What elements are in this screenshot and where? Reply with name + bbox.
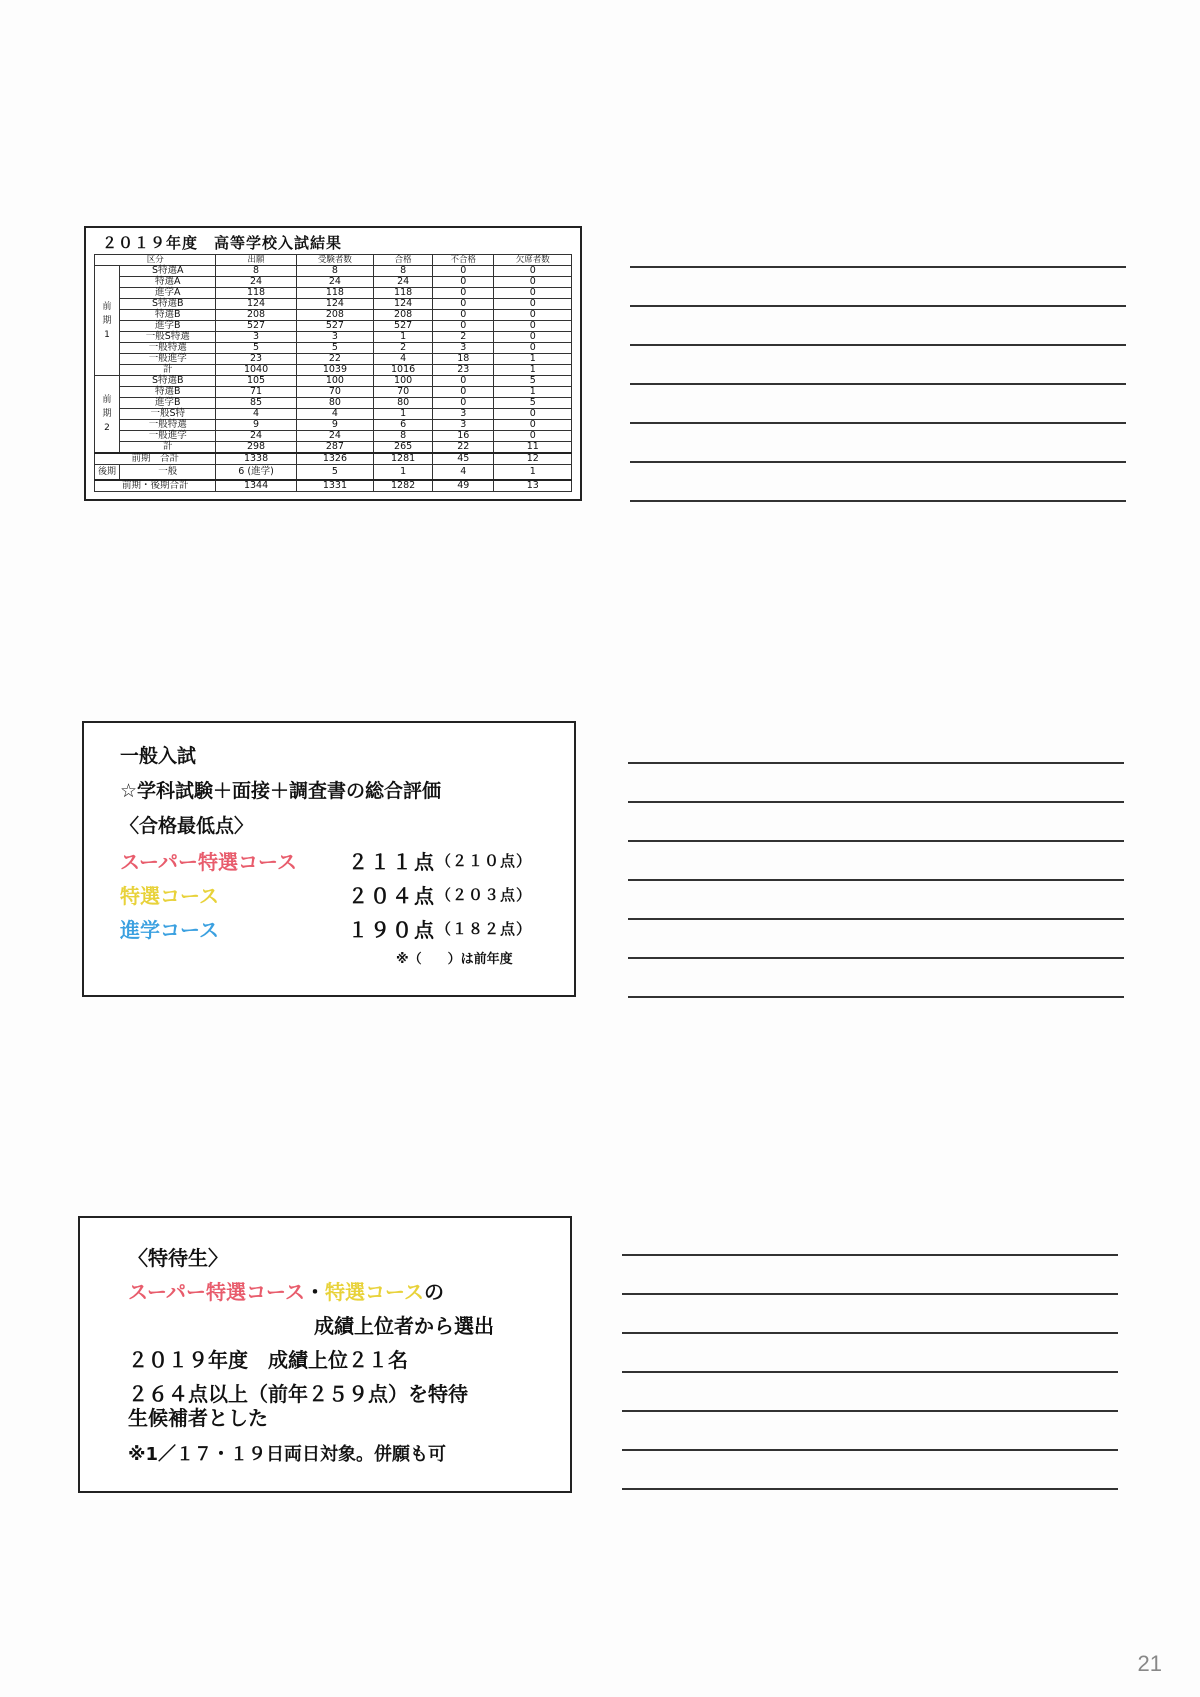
table-row xyxy=(95,354,572,365)
table-cell: 208 xyxy=(216,310,296,321)
table-cell: 0 xyxy=(433,398,494,409)
note-line xyxy=(628,879,1124,881)
table-row xyxy=(95,277,572,288)
table-cell: 6 xyxy=(374,420,433,431)
table-cell: 1016 xyxy=(374,365,433,376)
note-line xyxy=(628,801,1124,803)
note-line xyxy=(630,344,1126,346)
table-cell: 1 xyxy=(374,409,433,420)
table-cell: 527 xyxy=(374,321,433,332)
table-cell: 100 xyxy=(374,376,433,387)
table-cell: 0 xyxy=(494,332,572,343)
header-cell: 受験者数 xyxy=(296,255,373,266)
table-cell: 22 xyxy=(433,442,494,454)
period-label-char: 期 xyxy=(102,315,112,326)
period2-body xyxy=(95,376,572,454)
results-title: ２０１９年度 高等学校入試結果 xyxy=(102,234,343,252)
note-line xyxy=(630,500,1126,502)
table-cell: 4 xyxy=(296,409,373,420)
table-cell: 前期・後期合計 xyxy=(95,480,216,492)
table-cell: S特選B xyxy=(120,299,216,310)
table-cell: 1338 xyxy=(216,453,296,465)
table-cell: 124 xyxy=(374,299,433,310)
table-cell: 13 xyxy=(494,480,572,492)
table-cell: 3 xyxy=(433,420,494,431)
table-cell: 計 xyxy=(120,442,216,454)
period-label-char: 前 xyxy=(102,395,112,405)
min-score-label: 〈合格最低点〉 xyxy=(120,815,254,837)
table-cell: 208 xyxy=(374,310,433,321)
table-row xyxy=(95,332,572,343)
table-cell: 8 xyxy=(296,266,373,277)
page-number: 21 xyxy=(1137,1651,1162,1676)
table-cell: 12 xyxy=(494,453,572,465)
course-name: 進学コース xyxy=(120,917,219,942)
table-row xyxy=(95,365,572,376)
table-cell: 3 xyxy=(433,409,494,420)
table-cell: 70 xyxy=(374,387,433,398)
table-cell: 1326 xyxy=(296,453,373,465)
table-row xyxy=(95,420,572,431)
table-cell: 105 xyxy=(216,376,296,387)
table-cell: 1344 xyxy=(216,480,296,492)
table-cell: 特選A xyxy=(120,277,216,288)
table-cell: 8 xyxy=(374,266,433,277)
score-row xyxy=(120,880,574,908)
particle: の xyxy=(424,1280,444,1304)
course-name: スーパー特選コース xyxy=(120,849,297,874)
table-cell: 265 xyxy=(374,442,433,454)
totals-body xyxy=(95,453,572,492)
table-row xyxy=(95,321,572,332)
table-cell: 118 xyxy=(296,288,373,299)
table-cell: 6 (進学) xyxy=(216,465,296,481)
table-cell: 一般S特選 xyxy=(120,332,216,343)
table-cell: 一般進学 xyxy=(120,431,216,442)
table-cell: 特選B xyxy=(120,310,216,321)
course-score: ２１１点 xyxy=(348,849,436,874)
table-cell: 49 xyxy=(433,480,494,492)
score-threshold: ２６４点以上（前年２５９点）を特待 xyxy=(128,1382,468,1406)
table-cell: 5 xyxy=(296,465,373,481)
table-cell: 進学B xyxy=(120,321,216,332)
score-row xyxy=(120,846,574,874)
table-cell: 45 xyxy=(433,453,494,465)
note-line xyxy=(622,1449,1118,1451)
scholarship-heading: 〈特待生〉 xyxy=(128,1246,228,1270)
table-cell: 1 xyxy=(494,387,572,398)
kouki-label: 後期 xyxy=(95,465,120,481)
course-name: 特選コース xyxy=(120,883,219,908)
header-cell: 欠席者数 xyxy=(494,255,572,266)
table-cell: 71 xyxy=(216,387,296,398)
course-score: １９０点 xyxy=(348,917,436,942)
table-row xyxy=(95,376,572,387)
table-cell: 1 xyxy=(374,332,433,343)
table-row xyxy=(95,343,572,354)
zenki-total-row xyxy=(95,453,572,465)
table-cell: 一般S特 xyxy=(120,409,216,420)
notes-lines-1 xyxy=(630,266,1126,539)
note-line xyxy=(630,266,1126,268)
table-cell: 24 xyxy=(216,431,296,442)
note-line xyxy=(628,996,1124,998)
table-cell: 23 xyxy=(433,365,494,376)
table-cell: 11 xyxy=(494,442,572,454)
grand-total-row xyxy=(95,480,572,492)
note-line xyxy=(628,918,1124,920)
note-line xyxy=(622,1371,1118,1373)
table-row xyxy=(95,442,572,454)
table-cell: 1 xyxy=(494,354,572,365)
slide-scholarship xyxy=(78,1216,572,1493)
note-line xyxy=(622,1254,1118,1256)
table-cell: 1331 xyxy=(296,480,373,492)
table-cell: S特選B xyxy=(120,376,216,387)
period-label xyxy=(95,266,120,376)
separator-dot: ・ xyxy=(305,1280,325,1304)
table-cell: 0 xyxy=(494,310,572,321)
table-cell: 23 xyxy=(216,354,296,365)
note-line xyxy=(630,305,1126,307)
table-cell: 1 xyxy=(494,365,572,376)
table-row xyxy=(95,310,572,321)
table-cell: 一般特選 xyxy=(120,343,216,354)
table-cell: 0 xyxy=(433,266,494,277)
table-cell: 124 xyxy=(296,299,373,310)
table-row xyxy=(95,266,572,277)
table-cell: S特選A xyxy=(120,266,216,277)
period-label-char: 期 xyxy=(102,409,112,419)
exam-dates-note: ※1／１７・１９日両日対象。併願も可 xyxy=(128,1444,447,1465)
table-cell: 0 xyxy=(494,343,572,354)
scholarship-courses xyxy=(128,1280,570,1304)
table-cell: 1 xyxy=(374,465,433,481)
header-cell: 区分 xyxy=(95,255,216,266)
table-cell: 298 xyxy=(216,442,296,454)
slide-general-exam xyxy=(82,721,576,997)
note-line xyxy=(622,1410,1118,1412)
table-cell: 4 xyxy=(433,465,494,481)
table-cell: 100 xyxy=(296,376,373,387)
course-score: ２０４点 xyxy=(348,883,436,908)
period1-body xyxy=(95,266,572,376)
table-cell: 3 xyxy=(296,332,373,343)
notes-lines-2 xyxy=(628,762,1124,1035)
table-cell: 118 xyxy=(374,288,433,299)
table-cell: 進学A xyxy=(120,288,216,299)
table-cell: 16 xyxy=(433,431,494,442)
table-cell: 一般進学 xyxy=(120,354,216,365)
table-cell: 0 xyxy=(494,266,572,277)
table-cell: 118 xyxy=(216,288,296,299)
table-cell: 287 xyxy=(296,442,373,454)
table-cell: 5 xyxy=(494,376,572,387)
table-cell: 0 xyxy=(494,409,572,420)
note-line xyxy=(628,957,1124,959)
course-special: 特選コース xyxy=(325,1280,424,1304)
table-cell: 5 xyxy=(296,343,373,354)
table-cell: 124 xyxy=(216,299,296,310)
course-super-special: スーパー特選コース xyxy=(128,1280,305,1304)
general-exam-heading: 一般入試 xyxy=(120,745,197,767)
note-line xyxy=(630,422,1126,424)
table-cell: 一般 xyxy=(120,465,216,481)
table-cell: 85 xyxy=(216,398,296,409)
note-line xyxy=(622,1488,1118,1490)
table-cell: 2 xyxy=(374,343,433,354)
table-cell: 9 xyxy=(296,420,373,431)
table-row xyxy=(95,299,572,310)
table-cell: 0 xyxy=(494,420,572,431)
table-cell: 0 xyxy=(433,310,494,321)
notes-lines-3 xyxy=(622,1254,1118,1527)
period-label-char: 2 xyxy=(104,423,110,433)
table-cell: 0 xyxy=(494,277,572,288)
table-cell: 0 xyxy=(433,299,494,310)
table-cell: 0 xyxy=(433,288,494,299)
table-cell: 208 xyxy=(296,310,373,321)
table-cell: 80 xyxy=(374,398,433,409)
table-cell: 3 xyxy=(433,343,494,354)
score-row xyxy=(120,914,574,942)
header-cell: 合格 xyxy=(374,255,433,266)
top-ranked-count: ２０１９年度 成績上位２１名 xyxy=(128,1348,408,1372)
table-cell: 5 xyxy=(216,343,296,354)
table-cell: 80 xyxy=(296,398,373,409)
table-cell: 2 xyxy=(433,332,494,343)
note-line xyxy=(622,1332,1118,1334)
table-cell: 一般特選 xyxy=(120,420,216,431)
table-header-row xyxy=(95,255,572,266)
table-cell: 24 xyxy=(374,277,433,288)
table-cell: 3 xyxy=(216,332,296,343)
table-cell: 527 xyxy=(296,321,373,332)
results-table xyxy=(94,254,572,492)
selection-basis: 成績上位者から選出 xyxy=(314,1314,494,1338)
table-cell: 0 xyxy=(433,277,494,288)
note-line xyxy=(630,461,1126,463)
table-cell: 0 xyxy=(433,376,494,387)
period-label-char: 前 xyxy=(102,301,112,312)
table-cell: 特選B xyxy=(120,387,216,398)
table-cell: 24 xyxy=(216,277,296,288)
table-cell: 527 xyxy=(216,321,296,332)
table-cell: 0 xyxy=(494,321,572,332)
table-cell: 1 xyxy=(494,465,572,481)
table-cell: 0 xyxy=(494,299,572,310)
course-prev-score: （１８２点） xyxy=(436,919,533,938)
table-cell: 22 xyxy=(296,354,373,365)
table-cell: 0 xyxy=(494,288,572,299)
table-cell: 計 xyxy=(120,365,216,376)
table-cell: 1039 xyxy=(296,365,373,376)
note-line xyxy=(630,383,1126,385)
table-cell: 9 xyxy=(216,420,296,431)
period-label-char: 1 xyxy=(104,329,110,340)
table-row xyxy=(95,288,572,299)
table-cell: 70 xyxy=(296,387,373,398)
table-row xyxy=(95,431,572,442)
header-cell: 不合格 xyxy=(433,255,494,266)
table-cell: 8 xyxy=(216,266,296,277)
note-line xyxy=(628,762,1124,764)
table-cell: 1282 xyxy=(374,480,433,492)
table-cell: 18 xyxy=(433,354,494,365)
table-row xyxy=(95,409,572,420)
table-cell: 0 xyxy=(494,431,572,442)
table-cell: 8 xyxy=(374,431,433,442)
table-cell: 24 xyxy=(296,431,373,442)
slide-entrance-results xyxy=(84,226,582,501)
table-cell: 1040 xyxy=(216,365,296,376)
course-prev-score: （２０３点） xyxy=(436,885,533,904)
table-cell: 5 xyxy=(494,398,572,409)
table-row xyxy=(95,398,572,409)
kouki-row xyxy=(95,465,572,481)
table-cell: 0 xyxy=(433,321,494,332)
table-cell: 4 xyxy=(374,354,433,365)
table-cell: 4 xyxy=(216,409,296,420)
table-cell: 24 xyxy=(296,277,373,288)
table-cell: 前期 合計 xyxy=(95,453,216,465)
note-line xyxy=(622,1293,1118,1295)
table-cell: 0 xyxy=(433,387,494,398)
table-cell: 1281 xyxy=(374,453,433,465)
note-line xyxy=(628,840,1124,842)
table-row xyxy=(95,387,572,398)
candidate-note: 生候補者とした xyxy=(128,1406,268,1430)
course-prev-score: （２１０点） xyxy=(436,851,533,870)
prev-year-note: ※（ ）は前年度 xyxy=(396,952,513,967)
period-label xyxy=(95,376,120,454)
table-cell: 進学B xyxy=(120,398,216,409)
header-cell: 出願 xyxy=(216,255,296,266)
evaluation-method: ☆学科試験＋面接＋調査書の総合評価 xyxy=(120,780,442,802)
